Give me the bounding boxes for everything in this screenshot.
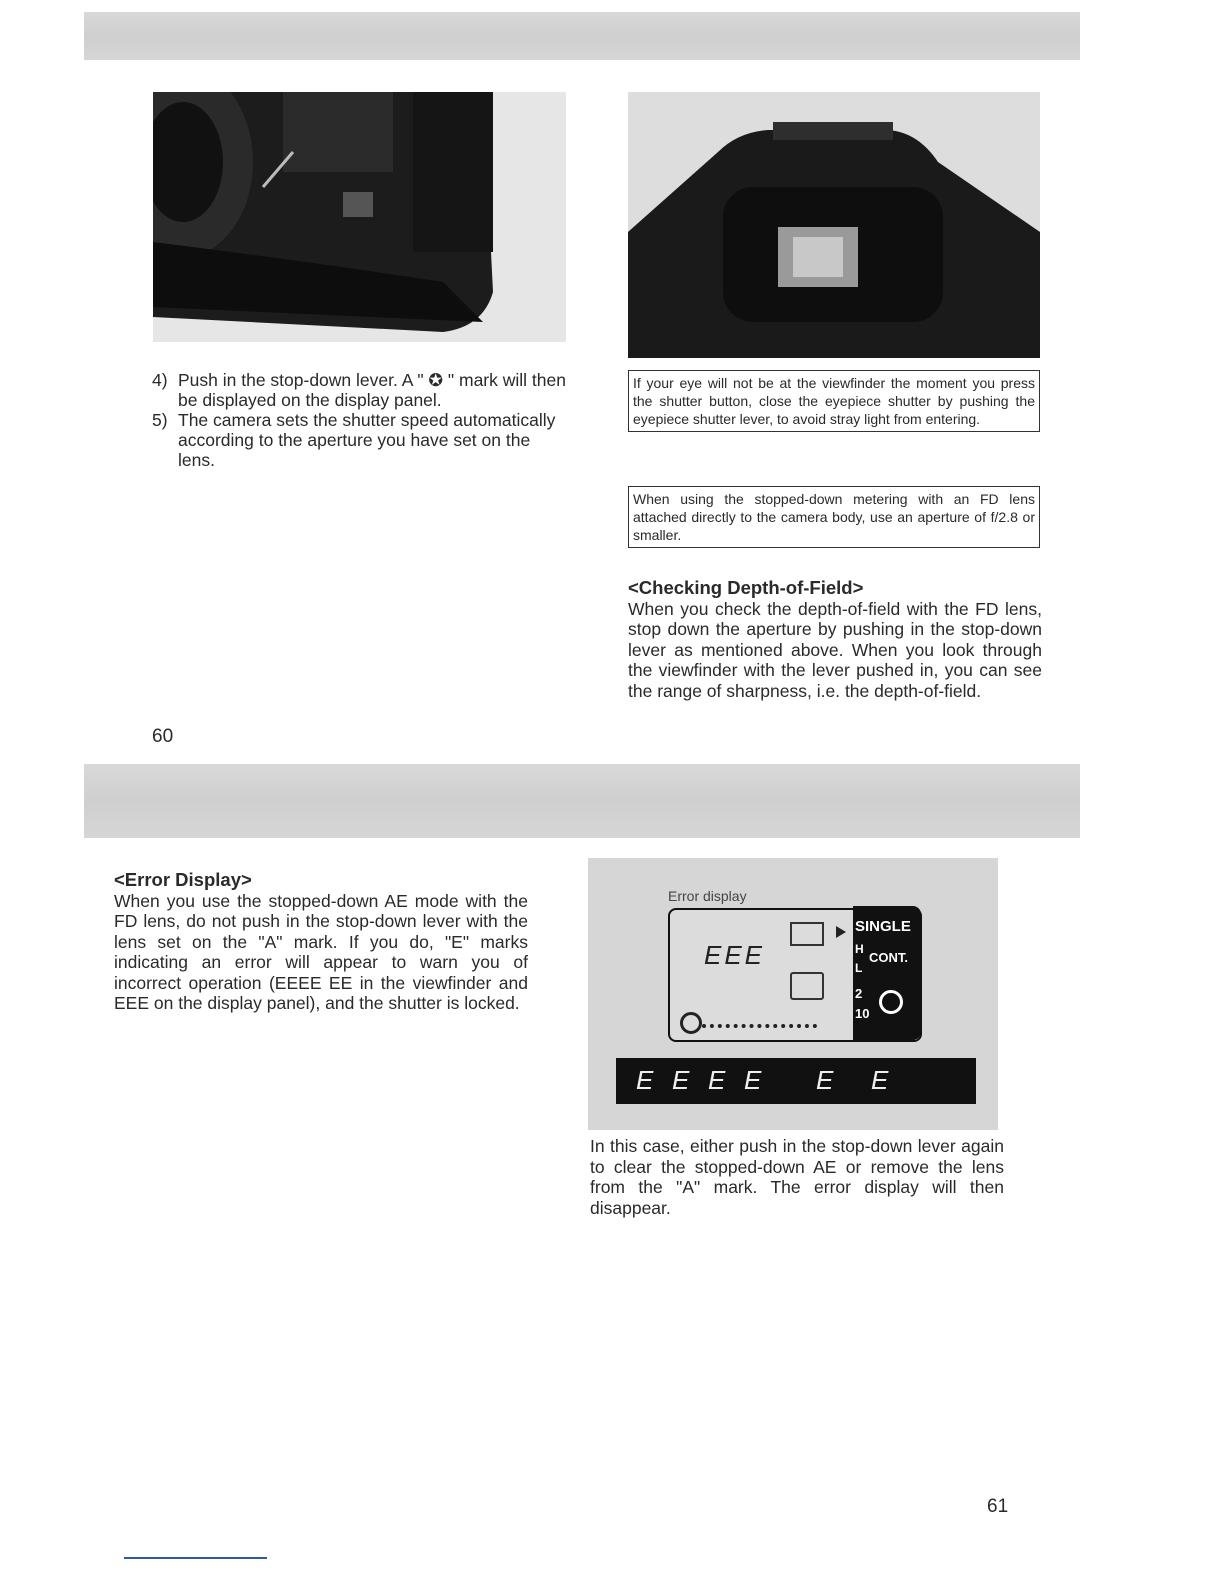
vf-char-6: E: [871, 1065, 891, 1095]
figure-caption: Error display: [668, 888, 747, 904]
camera-side-photo: [153, 92, 566, 342]
bottom-rule: [124, 1557, 267, 1559]
viewfinder-readout: [616, 1058, 976, 1104]
step-4-text: Push in the stop-down lever. A " ✪ " mark will then be displayed on the display panel.: [178, 370, 566, 410]
film-icon: [680, 1012, 702, 1034]
lcd-h-label: H: [855, 942, 864, 956]
clear-instructions: In this case, either push in the stop-down lever again to clear the stopped-down AE or remove the lens from the "A" mark. The error display will then disappear.: [590, 1136, 1004, 1218]
lcd-cont-label: CONT.: [869, 950, 908, 965]
error-section: [114, 870, 528, 1014]
lcd-mode-panel: [853, 906, 921, 1040]
page-number-60: 60: [152, 726, 174, 747]
lcd-single-label: SINGLE: [855, 918, 911, 935]
step-5: [152, 410, 568, 470]
lcd-main-readout: EEE: [704, 940, 766, 970]
lcd-frame-segment: [790, 922, 824, 946]
lcd-arrow-icon: [836, 926, 846, 938]
error-display-figure: [588, 858, 998, 1130]
step-4-number: 4): [152, 370, 168, 390]
dof-text: When you check the depth-of-field with the FD lens, stop down the aperture by pushing in the stop-down lever as mentioned above. When you look through the viewfinder with the lever pushed in, you can see the range of sharpness, i.e. the depth-of-field.: [628, 598, 1042, 701]
lcd-l-label: L: [855, 961, 863, 975]
vf-char-5: E: [816, 1065, 836, 1095]
eyepiece-note-box: If your eye will not be at the viewfinder the moment you press the shutter button, close the eyepiece shutter by pushing the eyepiece shutter lever, to avoid stray light from entering.: [628, 370, 1040, 432]
step-5-text: The camera sets the shutter speed automatically according to the aperture you have set on the lens.: [178, 410, 556, 470]
lcd-2-label: 2: [855, 986, 863, 1001]
step-5-number: 5): [152, 410, 168, 430]
self-timer-icon: [879, 990, 903, 1014]
lcd-frame-segment-2: [790, 972, 824, 1000]
film-dashes: [702, 1024, 817, 1028]
error-heading: <Error Display>: [114, 869, 252, 890]
dof-section: [628, 578, 1042, 701]
header-band-bottom: [84, 764, 1080, 838]
lcd-10-label: 10: [855, 1006, 870, 1021]
header-band-top: [84, 12, 1080, 60]
vf-char-3: E: [708, 1065, 728, 1095]
fd-lens-note-box: When using the stopped-down metering with an FD lens attached directly to the camera body, use an aperture of f/2.8 or smaller.: [628, 486, 1040, 548]
eyepiece-photo: [628, 92, 1040, 358]
dof-heading: <Checking Depth-of-Field>: [628, 577, 864, 598]
vf-char-2: E: [672, 1065, 692, 1095]
page-number-61: 61: [987, 1496, 1009, 1517]
step-4: [152, 370, 568, 410]
error-text: When you use the stopped-down AE mode with the FD lens, do not push in the stop-down lever with the lens set on the "A" mark. If you do, "E" marks indicating an error will appear to warn you of incorrect operation (EEEE EE in the viewfinder and EEE on the display panel), and the shutter is locked.: [114, 890, 528, 1013]
vf-char-1: E: [636, 1065, 656, 1095]
vf-char-4: E: [744, 1065, 764, 1095]
